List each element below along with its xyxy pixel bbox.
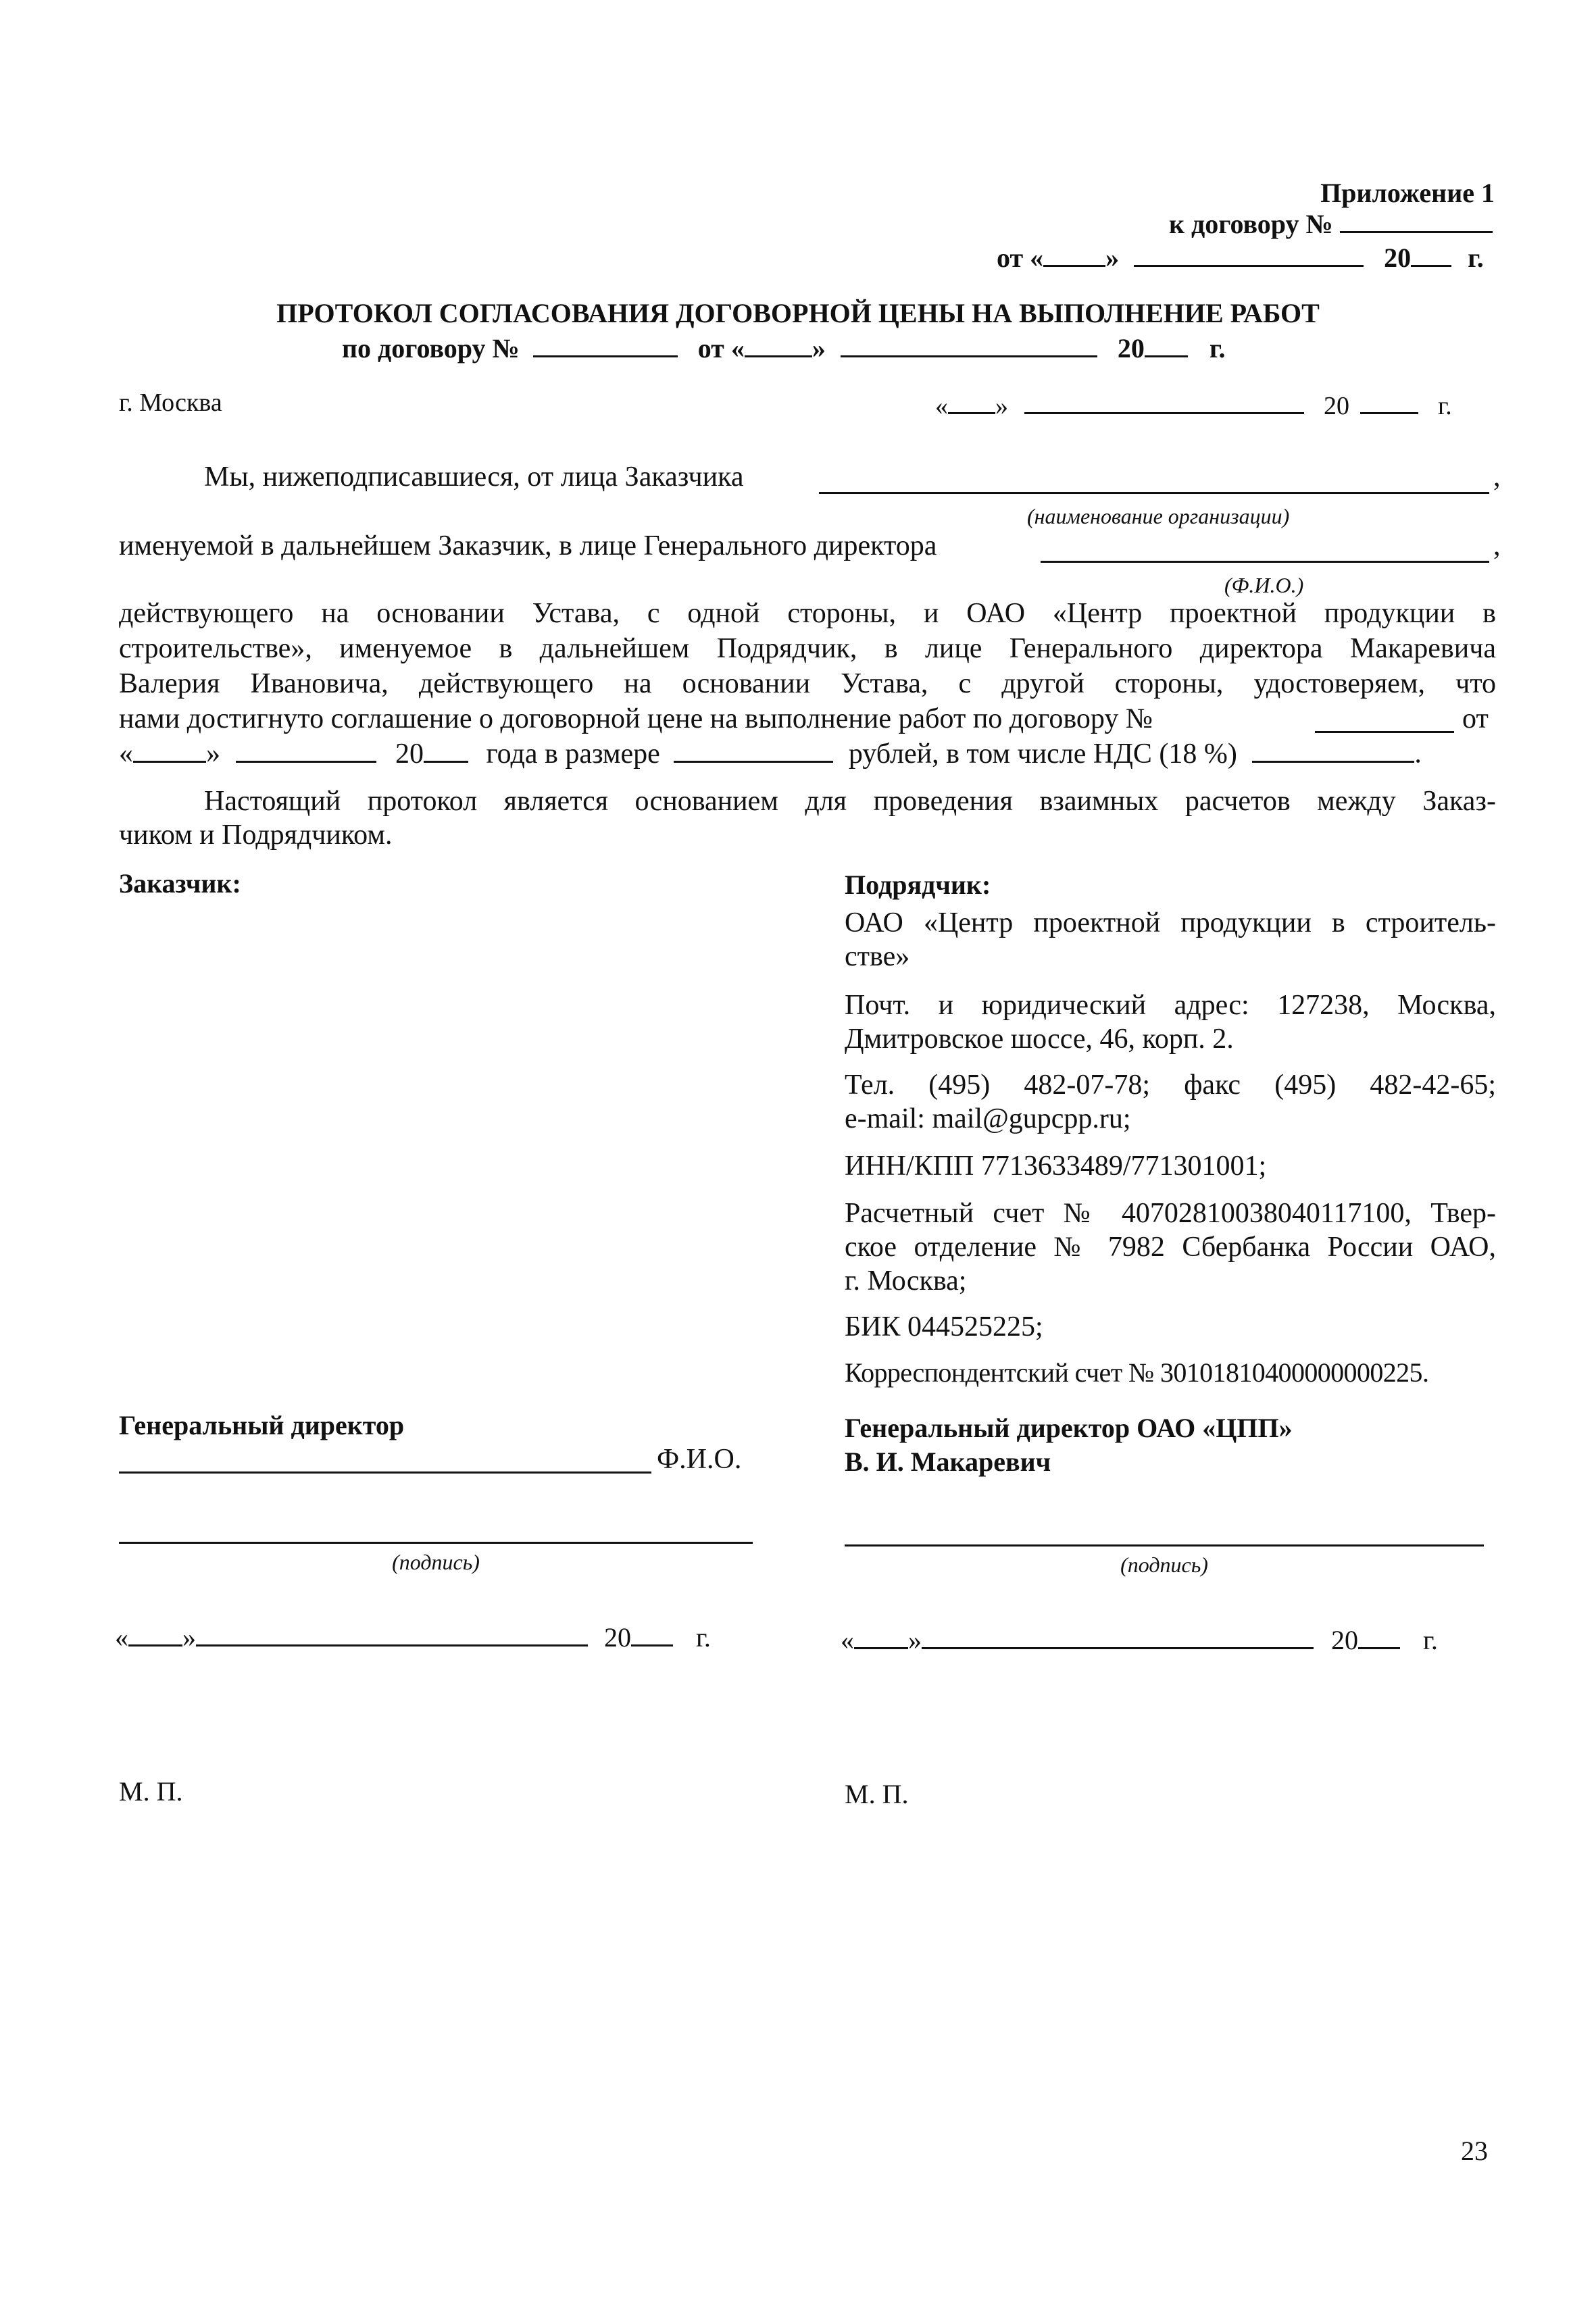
contractor-inn: ИНН/КПП 7713633489/771301001;	[845, 1151, 1267, 1182]
customer-date-open: «	[115, 1622, 128, 1653]
appendix-month-blank	[1134, 242, 1364, 267]
heading-year-suffix: г.	[1209, 333, 1226, 363]
heading-contract-prefix: по договору №	[342, 333, 520, 363]
customer-signature-line	[119, 1542, 753, 1544]
customer-signature-caption: (подпись)	[392, 1550, 480, 1574]
appendix-date-from: от «	[997, 243, 1044, 273]
body-line-6-end: от	[1462, 703, 1489, 734]
customer-year-prefix: 20	[604, 1622, 631, 1653]
appendix-title: Приложение 1	[1320, 178, 1495, 208]
contractor-bik: БИК 044525225;	[845, 1311, 1043, 1342]
heading-year-blank	[1145, 332, 1188, 357]
customer-month-blank	[196, 1621, 588, 1646]
appendix-year-suffix: г.	[1468, 243, 1484, 273]
contractor-phone-line: Тел. (495) 482-07-78; факс (495) 482-42-65;	[845, 1070, 1496, 1101]
place-date-line	[935, 391, 1452, 421]
contractor-account-line-2: ское отделение № 7982 Сбербанка России ОАО,	[845, 1232, 1496, 1263]
place-year-suffix: г.	[1438, 392, 1452, 421]
contractor-email: e-mail: mail@gupcpp.ru;	[845, 1103, 1131, 1134]
line7-open-quote: «	[119, 738, 133, 770]
para2-line-2: чиком и Подрядчиком.	[119, 820, 393, 851]
body-line-7	[119, 736, 1422, 770]
customer-year-suffix: г.	[696, 1622, 711, 1653]
line7-month-blank	[236, 736, 376, 763]
contractor-director-label: Генеральный директор ОАО «ЦПП»	[845, 1413, 1293, 1443]
appendix-quote-close: »	[1105, 243, 1120, 273]
customer-director-label: Генеральный директор	[119, 1410, 405, 1440]
body-line-1-comma: ,	[1493, 461, 1501, 493]
heading-year-prefix: 20	[1117, 333, 1145, 363]
line7-year-prefix: 20	[395, 738, 424, 770]
customer-director-blank	[1041, 561, 1489, 563]
place-day-blank	[948, 391, 995, 414]
contractor-date-close: »	[908, 1625, 922, 1655]
contractor-signature-line	[845, 1544, 1484, 1546]
page-number: 23	[1461, 2136, 1488, 2166]
heading-day-blank	[745, 332, 812, 357]
body-line-4: строительстве», именуемое в дальнейшем Подрядчик, в лице Генерального директора Макаревича	[119, 633, 1496, 664]
appendix-contract-number-blank	[1340, 208, 1493, 233]
caption-fio: (Ф.И.О.)	[1224, 573, 1304, 597]
para2-line-1: Настоящий протокол является основанием для проведения взаимных расчетов между Заказ-	[204, 786, 1496, 817]
contractor-corr-account: Корреспондентский счет № 30101810400000000225.	[845, 1357, 1429, 1388]
heading-contract-number-blank	[533, 332, 678, 357]
line7-amount-blank	[674, 736, 833, 763]
customer-date-line	[115, 1621, 711, 1653]
appendix-day-blank	[1043, 242, 1105, 267]
customer-day-blank	[128, 1621, 182, 1646]
appendix-contract-line	[1169, 208, 1493, 240]
heading-quote-close: »	[812, 333, 826, 363]
contractor-date-line	[841, 1624, 1438, 1656]
contractor-signature-caption: (подпись)	[1120, 1553, 1208, 1577]
place-year-prefix: 20	[1324, 392, 1349, 421]
line7-period: .	[1414, 738, 1422, 770]
line7-day-blank	[133, 736, 206, 763]
contractor-month-blank	[922, 1624, 1314, 1649]
customer-fio-label: Ф.И.О.	[657, 1444, 742, 1475]
line7-vat-blank	[1252, 736, 1414, 763]
contractor-stamp: М. П.	[845, 1779, 909, 1809]
body-line-1-text: Мы, нижеподписавшиеся, от лица Заказчика	[204, 461, 744, 493]
place-month-blank	[1024, 391, 1304, 414]
place-year-blank	[1360, 391, 1418, 414]
contractor-year-prefix: 20	[1331, 1625, 1358, 1655]
appendix-contract-prefix: к договору №	[1169, 209, 1333, 239]
contractor-account-line-3: г. Москва;	[845, 1265, 967, 1297]
heading-contract-line	[342, 332, 1225, 364]
place-open-quote: «	[935, 392, 948, 421]
place-close-quote: »	[995, 392, 1008, 421]
appendix-year-blank	[1411, 242, 1451, 267]
customer-year-blank	[631, 1621, 673, 1646]
line7-year-blank	[424, 736, 468, 763]
customer-fio-blank	[119, 1472, 651, 1474]
heading-date-from: от «	[697, 333, 745, 363]
body-line-6-text: нами достигнуто соглашение о договорной цене на выполнение работ по договору №	[119, 703, 1153, 734]
contractor-year-suffix: г.	[1423, 1625, 1438, 1655]
body-line-2-text: именуемой в дальнейшем Заказчик, в лице Генерального директора	[119, 530, 937, 561]
line7-close-quote: »	[206, 738, 220, 770]
contractor-account-line-1: Расчетный счет № 40702810038040117100, Твер-	[845, 1198, 1496, 1229]
document-heading: ПРОТОКОЛ СОГЛАСОВАНИЯ ДОГОВОРНОЙ ЦЕНЫ НА ВЫПОЛНЕНИЕ РАБОТ	[276, 298, 1320, 328]
place-city: г. Москва	[119, 388, 222, 417]
customer-org-blank	[819, 492, 1489, 494]
caption-organization: (наименование организации)	[1027, 504, 1290, 528]
body-line-5: Валерия Ивановича, действующего на основании Устава, с другой стороны, удостоверяем, что	[119, 668, 1496, 699]
customer-date-close: »	[182, 1622, 196, 1653]
line7-amount-label: года в размере	[486, 738, 660, 770]
customer-label: Заказчик:	[119, 868, 241, 899]
contractor-address-line-1: Почт. и юридический адрес: 127238, Москва,	[845, 990, 1496, 1021]
line7-rubles-label: рублей, в том числе НДС (18 %)	[848, 738, 1237, 770]
body-line-2-comma: ,	[1493, 530, 1501, 561]
appendix-date-line	[997, 242, 1484, 274]
customer-stamp: М. П.	[119, 1776, 183, 1807]
contractor-day-blank	[854, 1624, 908, 1649]
contractor-date-open: «	[841, 1625, 854, 1655]
contractor-director-name: В. И. Макаревич	[845, 1447, 1051, 1477]
contractor-name-line-2: стве»	[845, 941, 910, 972]
body-line-3: действующего на основании Устава, с одной стороны, и ОАО «Центр проектной продукции в	[119, 598, 1496, 629]
contractor-name-line-1: ОАО «Центр проектной продукции в строитель-	[845, 907, 1496, 938]
contractor-address-line-2: Дмитровское шоссе, 46, корп. 2.	[845, 1024, 1234, 1055]
contractor-year-blank	[1358, 1624, 1400, 1649]
contract-number-blank	[1315, 731, 1454, 733]
heading-month-blank	[841, 332, 1097, 357]
appendix-year-prefix: 20	[1384, 243, 1412, 273]
contractor-label: Подрядчик:	[845, 870, 991, 900]
